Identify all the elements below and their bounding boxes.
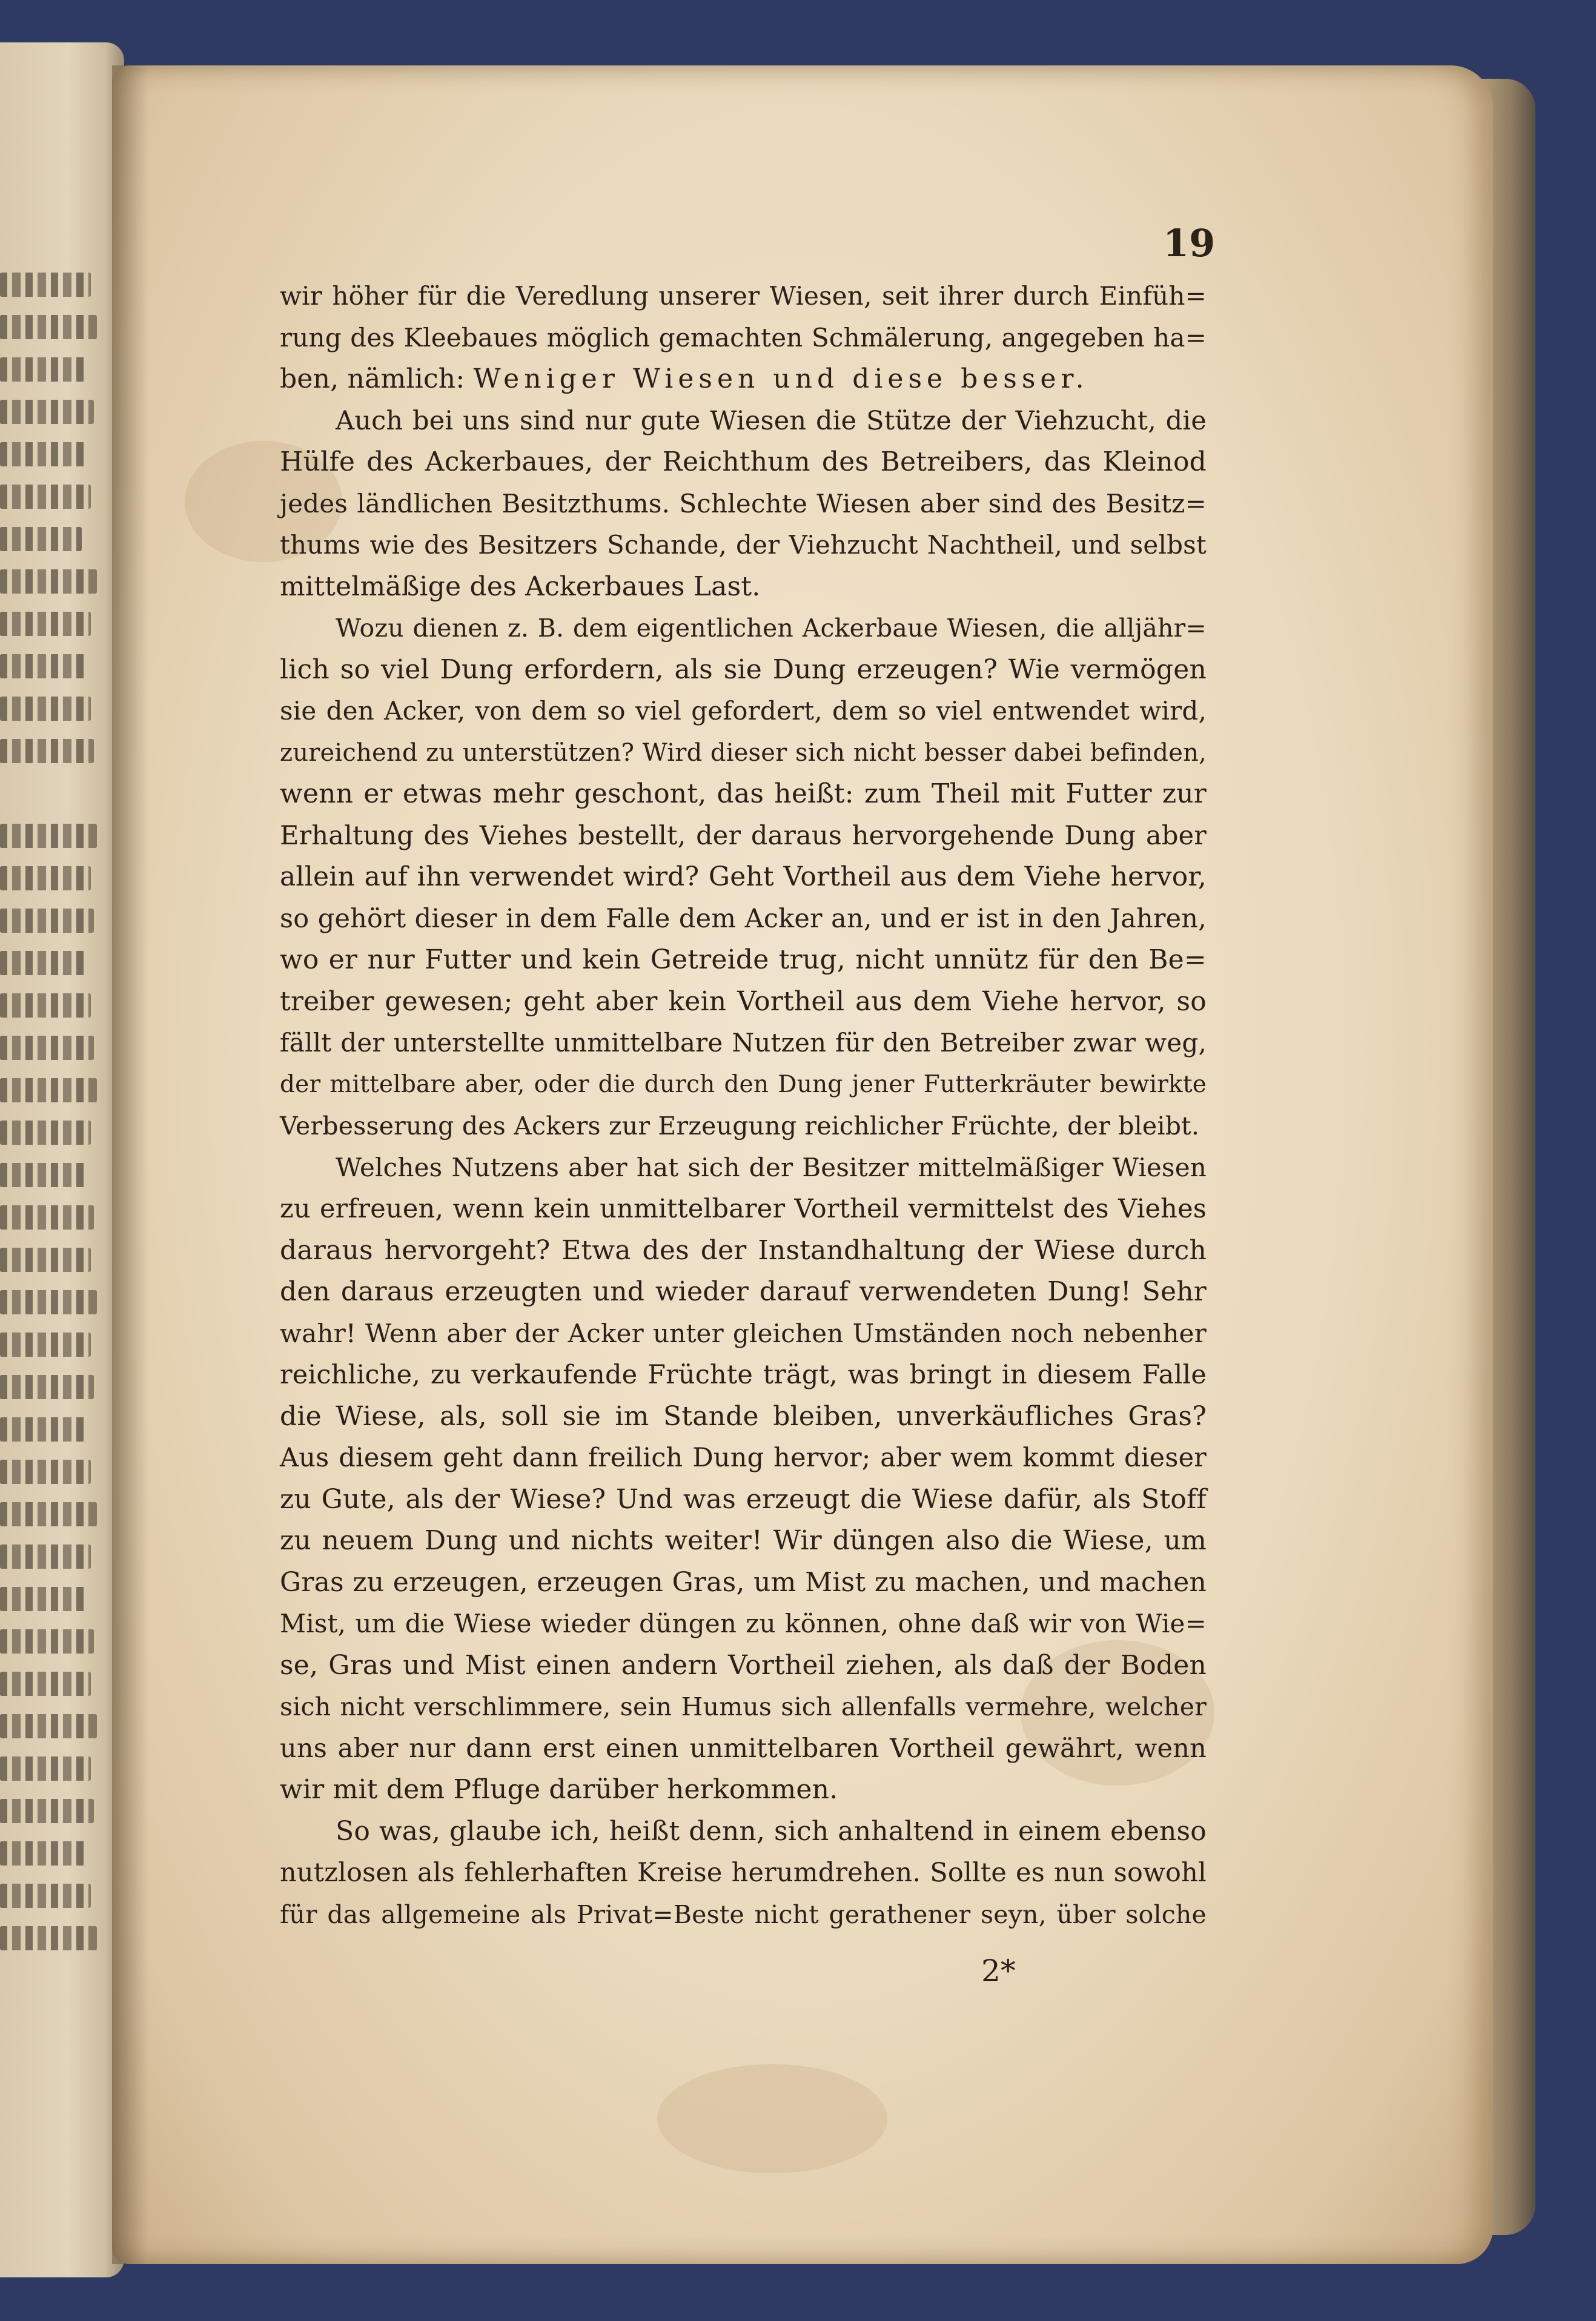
left-page-text-line: [0, 1121, 91, 1145]
text-line: Welches Nutzens aber hat sich der Besitzer mittelmäßiger Wiesen: [336, 1152, 1207, 1182]
text-line: Erhaltung des Viehes bestellt, der daraus hervorgehende Dung aber: [280, 820, 1207, 851]
text-line: lich so viel Dung erfordern, als sie Dung erzeugen? Wie vermögen: [280, 654, 1207, 685]
emphasis-line: [280, 359, 1207, 400]
left-page-text-line: [0, 1545, 91, 1569]
left-page-text-line: [0, 1333, 91, 1357]
text-line: rung des Kleebaues möglich gemachten Schmälerung, angegeben ha=: [280, 322, 1207, 353]
text-line: treiber gewesen; geht aber kein Vortheil aus dem Viehe hervor, so: [280, 985, 1207, 1017]
left-page-text-line: [0, 824, 97, 848]
left-page-text-line: [0, 654, 88, 678]
left-page-text-line: [0, 527, 82, 551]
left-page-text-line: [0, 1248, 91, 1272]
left-page-text-line: [0, 739, 94, 763]
left-page-text-line: [0, 1375, 94, 1399]
text-line: den daraus erzeugten und wieder darauf verwendeten Dung! Sehr: [280, 1276, 1207, 1307]
left-page-text-line: [0, 1629, 94, 1654]
left-page-text-line: [0, 951, 88, 975]
text-line: wenn er etwas mehr geschont, das heißt: zum Theil mit Futter zur: [280, 778, 1207, 809]
left-page-text-line: [0, 442, 85, 466]
left-page-text-line: [0, 1205, 94, 1230]
text-line: Auch bei uns sind nur gute Wiesen die Stütze der Viehzucht, die: [336, 405, 1207, 436]
text-line: uns aber nur dann erst einen unmittelbaren Vortheil gewährt, wenn: [280, 1733, 1207, 1764]
text-line: fällt der unterstellte unmittelbare Nutzen für den Betreiber zwar weg,: [280, 1028, 1207, 1058]
left-page-text-line: [0, 909, 94, 933]
left-page-text-line: [0, 485, 91, 509]
text-line: se, Gras und Mist einen andern Vortheil ziehen, als daß der Boden: [280, 1649, 1207, 1681]
left-page-text-line: [0, 1841, 88, 1866]
text-line: nutzlosen als fehlerhaften Kreise herumdrehen. Sollte es nun sowohl: [280, 1858, 1207, 1888]
text-line: so gehört dieser in dem Falle dem Acker an, und er ist in den Jahren,: [280, 903, 1207, 934]
text-line: thums wie des Besitzers Schande, der Viehzucht Nachtheil, und selbst: [280, 530, 1207, 560]
text-line: die Wiese, als, soll sie im Stande bleiben, unverkäufliches Gras?: [280, 1400, 1207, 1432]
emphasis-spaced-text: Weniger Wiesen und diese besser.: [473, 363, 1089, 394]
left-page-text-line: [0, 1799, 94, 1823]
text-line: wahr! Wenn aber der Acker unter gleichen Umständen noch nebenher: [280, 1318, 1207, 1348]
left-page-text-line: [0, 1163, 88, 1187]
left-page-text-line: [0, 1078, 97, 1102]
text-line: zureichend zu unterstützen? Wird dieser sich nicht besser dabei befinden,: [280, 738, 1207, 767]
previous-page-sliver: [0, 42, 124, 2277]
left-page-text-line: [0, 993, 91, 1018]
body-text: [280, 276, 1207, 1935]
text-line: der mittelbare aber, oder die durch den Dung jener Futterkräuter bewirkte: [280, 1070, 1207, 1098]
left-page-text-line: [0, 1036, 94, 1060]
left-page-text-line: [0, 1926, 97, 1950]
left-page-text-line: [0, 400, 94, 424]
text-line: für das allgemeine als Privat=Beste nicht gerathener seyn, über solche: [280, 1899, 1207, 1929]
text-line: Hülfe des Ackerbaues, der Reichthum des Betreibers, das Kleinod: [280, 446, 1207, 477]
text-line: jedes ländlichen Besitzthums. Schlechte Wiesen aber sind des Besitz=: [280, 488, 1207, 518]
text-line: Gras zu erzeugen, erzeugen Gras, um Mist zu machen, und machen: [280, 1566, 1207, 1598]
signature-mark: 2*: [981, 1953, 1016, 1988]
left-page-text-line: [0, 315, 97, 339]
left-page-text-line: [0, 1502, 97, 1526]
text-line: Aus diesem geht dann freilich Dung hervor; aber wem kommt dieser: [280, 1443, 1207, 1473]
text-line: wir mit dem Pfluge darüber herkommen.: [280, 1774, 838, 1805]
left-page-text-line: [0, 1714, 97, 1738]
left-page-text-line: [0, 1884, 91, 1908]
page-number: 19: [1163, 221, 1216, 265]
text-line: reichliche, zu verkaufende Früchte trägt, was bringt in diesem Falle: [280, 1360, 1207, 1390]
text-line: sich nicht verschlimmere, sein Humus sich allenfalls vermehre, welcher: [280, 1692, 1207, 1721]
text-line: zu neuem Dung und nichts weiter! Wir düngen also die Wiese, um: [280, 1525, 1207, 1556]
left-page-text-line: [0, 1756, 91, 1781]
text-line: zu erfreuen, wenn kein unmittelbarer Vortheil vermittelst des Viehes: [280, 1194, 1207, 1224]
text-line: sie den Acker, von dem so viel gefordert, dem so viel entwendet wird,: [280, 696, 1207, 726]
text-line: So was, glaube ich, heißt denn, sich anhaltend in einem ebenso: [336, 1815, 1207, 1847]
text-line: daraus hervorgeht? Etwa des der Instandhaltung der Wiese durch: [280, 1234, 1207, 1266]
text-line: Mist, um die Wiese wieder düngen zu können, ohne daß wir von Wie=: [280, 1609, 1207, 1638]
left-page-text-line: [0, 1460, 91, 1484]
left-page-text-line: [0, 1290, 97, 1314]
left-page-text-line: [0, 357, 88, 382]
text-line: mittelmäßige des Ackerbaues Last.: [280, 571, 761, 602]
left-page-text-line: [0, 866, 91, 890]
text-line: wo er nur Futter und kein Getreide trug, nicht unnütz für den Be=: [280, 944, 1207, 975]
text-line: Wozu dienen z. B. dem eigentlichen Ackerbaue Wiesen, die alljähr=: [336, 614, 1207, 643]
text-line: zu Gute, als der Wiese? Und was erzeugt die Wiese dafür, als Stoff: [280, 1483, 1207, 1515]
text-line: Verbesserung des Ackers zur Erzeugung reichlicher Früchte, der bleibt.: [280, 1111, 1200, 1141]
left-page-text-line: [0, 1417, 88, 1442]
left-page-text-line: [0, 1672, 91, 1696]
page-gutter: [112, 65, 148, 2264]
left-page-text-line: [0, 697, 91, 721]
text-line: allein auf ihn verwendet wird? Geht Vortheil aus dem Viehe hervor,: [280, 861, 1207, 892]
emphasis-lead-text: ben, nämlich:: [280, 363, 474, 394]
left-page-text-line: [0, 569, 97, 594]
left-page-text-line: [0, 273, 91, 297]
paper-stain: [657, 2064, 887, 2173]
text-line: wir höher für die Veredlung unserer Wiesen, seit ihrer durch Einfüh=: [280, 281, 1207, 311]
left-page-text-line: [0, 612, 91, 636]
left-page-text-line: [0, 1587, 88, 1611]
